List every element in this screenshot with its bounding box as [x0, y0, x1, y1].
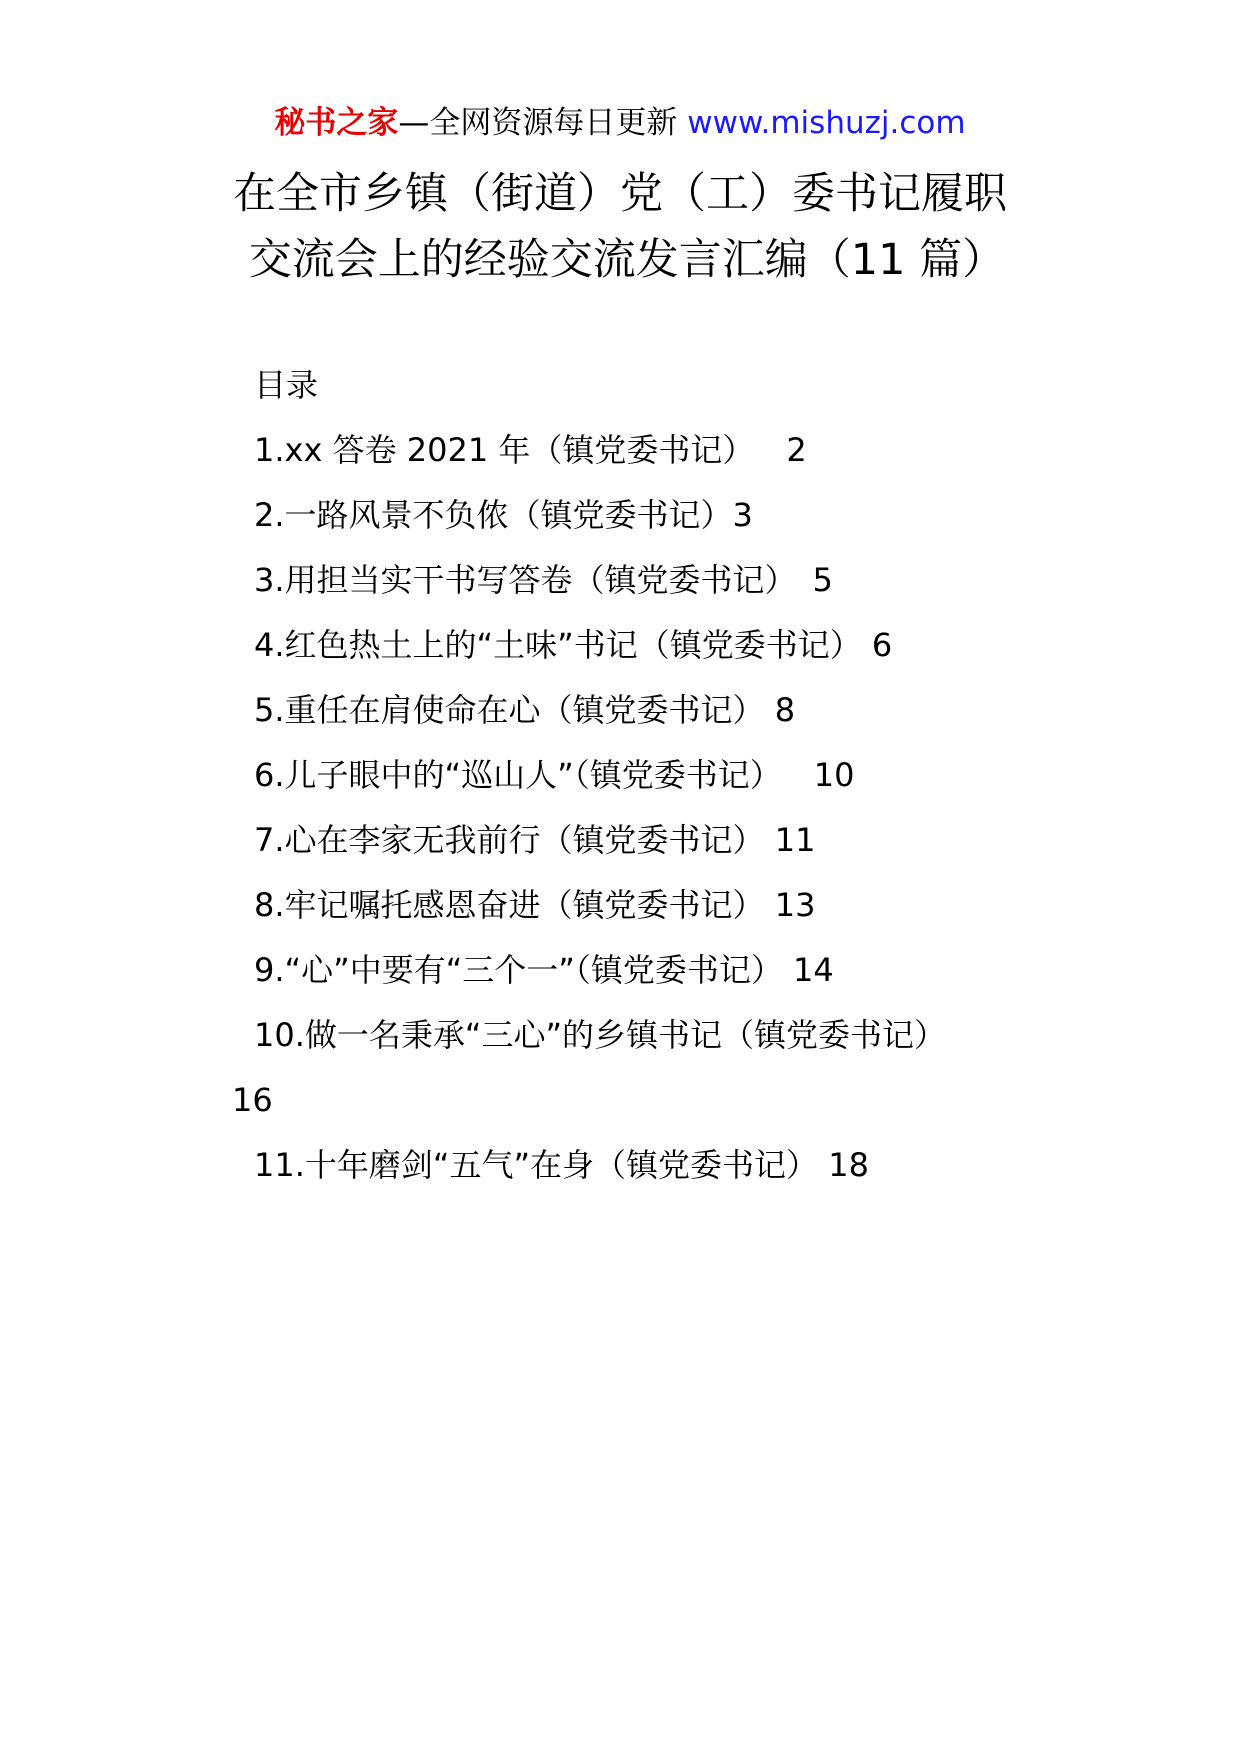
- toc-item-3[interactable]: [254, 560, 1114, 625]
- toc-item-page: 3: [732, 496, 753, 534]
- toc-item-5[interactable]: [254, 690, 1114, 755]
- toc-item-title: 11.十年磨剑“五气”在身（镇党委书记）: [254, 1146, 819, 1184]
- toc-item-page: 2: [786, 431, 807, 469]
- site-url-link[interactable]: www.mishuzj.com: [687, 105, 966, 141]
- toc-heading: 目录: [254, 366, 319, 404]
- site-tagline: —全网资源每日更新: [398, 105, 678, 141]
- toc-item-page: 11: [774, 821, 816, 859]
- toc-item-page: 14: [793, 951, 834, 989]
- toc-item-7[interactable]: [254, 820, 1114, 885]
- site-header: [0, 103, 1240, 143]
- toc-item-page: 13: [774, 886, 816, 924]
- toc-item-2[interactable]: [254, 495, 1114, 560]
- toc-item-6[interactable]: [254, 755, 1114, 820]
- toc-item-title: 6.儿子眼中的“巡山人”（镇党委书记）: [254, 756, 782, 794]
- document-title-line-1: 在全市乡镇（街道）党（工）委书记履职: [233, 169, 1007, 219]
- toc-item-title: 7.心在李家无我前行（镇党委书记）: [254, 821, 765, 859]
- toc-item-11[interactable]: [254, 1145, 1114, 1210]
- toc-item-title: 10.做一名秉承“三心”的乡镇书记（镇党委书记）: [254, 1016, 947, 1054]
- toc-item-title: 3.用担当实干书写答卷（镇党委书记）: [254, 561, 797, 599]
- toc-item-page: 6: [871, 626, 893, 664]
- toc-item-title: 1.xx 答卷 2021 年（镇党委书记）: [254, 431, 755, 469]
- table-of-contents: [232, 430, 1114, 1210]
- toc-item-page: 10: [813, 756, 855, 794]
- toc-item-1[interactable]: [254, 430, 1114, 495]
- toc-item-title: 9.“心”中要有“三个一”（镇党委书记）: [254, 951, 783, 989]
- toc-item-title: 4.红色热土上的“土味”书记（镇党委书记）: [254, 626, 862, 664]
- toc-item-title: 5.重任在肩使命在心（镇党委书记）: [254, 691, 765, 729]
- toc-item-9[interactable]: [254, 950, 1114, 1015]
- toc-item-10[interactable]: [232, 1015, 1114, 1145]
- toc-item-4[interactable]: [254, 625, 1114, 690]
- toc-item-title: 2.一路风景不负侬（镇党委书记）: [254, 496, 733, 534]
- document-title-line-2: 交流会上的经验交流发言汇编（11 篇）: [248, 235, 1006, 285]
- toc-item-page: 8: [774, 691, 796, 729]
- toc-item-page: 18: [828, 1146, 869, 1184]
- brand-name: 秘书之家: [274, 105, 399, 141]
- toc-item-8[interactable]: [254, 885, 1114, 950]
- toc-item-page: 5: [812, 561, 833, 599]
- toc-item-title: 8.牢记嘱托感恩奋进（镇党委书记）: [254, 886, 765, 924]
- toc-item-page: 16: [232, 1081, 273, 1119]
